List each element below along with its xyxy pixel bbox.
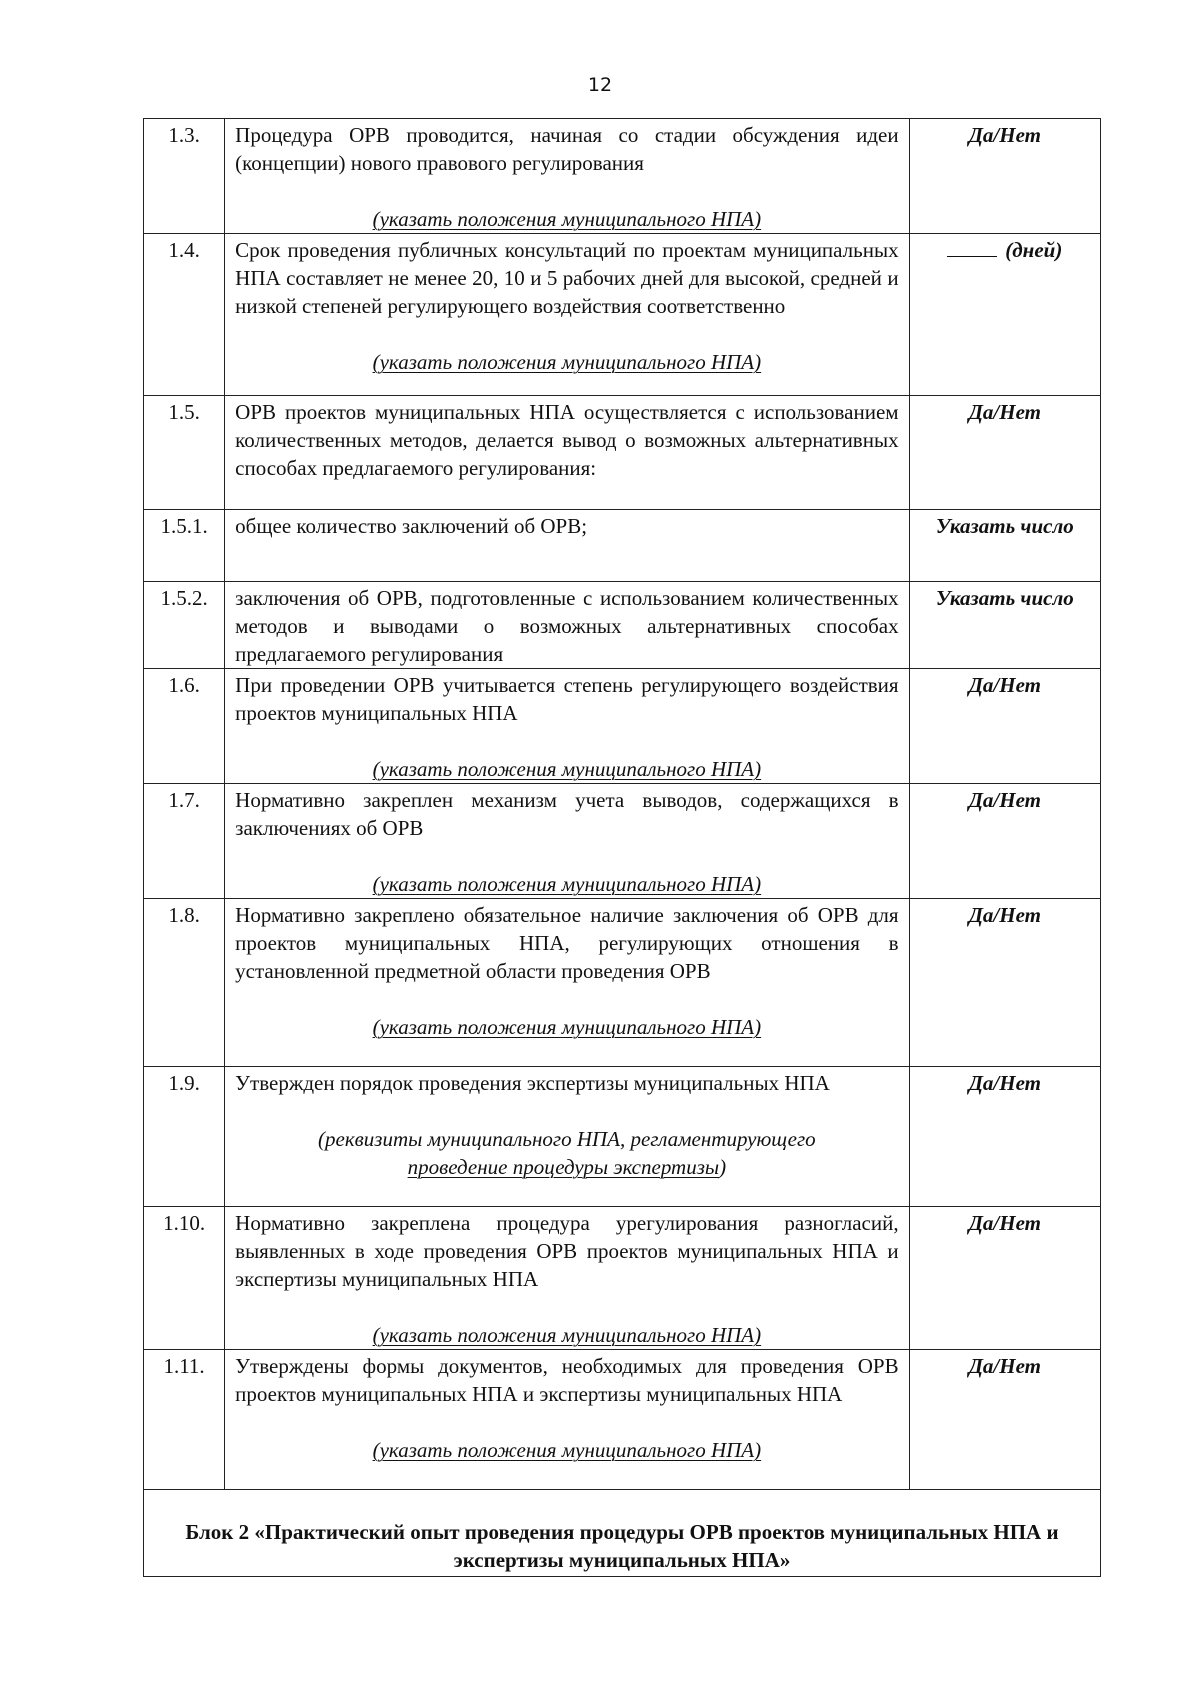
row-answer: Да/Нет bbox=[909, 1350, 1100, 1490]
block-title: Блок 2 «Практический опыт проведения процедуры ОРВ проектов муниципальных НПА и экспертизы муниципальных НПА» bbox=[144, 1490, 1101, 1577]
table-row bbox=[144, 1490, 1101, 1577]
row-number: 1.5.1. bbox=[144, 510, 225, 582]
row-text: Нормативно закреплен механизм учета выводов, содержащихся в заключениях об ОРВ bbox=[235, 788, 899, 840]
table-row bbox=[144, 1207, 1101, 1350]
page-number: 12 bbox=[587, 74, 613, 96]
row-note: (указать положения муниципального НПА) bbox=[372, 207, 762, 231]
row-answer: Указать число bbox=[909, 582, 1100, 669]
row-text: ОРВ проектов муниципальных НПА осуществляется с использованием количественных методов, делается вывод о возможных альтернативных способах предлагаемого регулирования: bbox=[235, 400, 899, 480]
row-text: Нормативно закреплено обязательное наличие заключения об ОРВ для проектов муниципальных НПА, регулирующих отношения в установленной предметной области проведения ОРВ bbox=[235, 903, 899, 983]
row-number: 1.11. bbox=[144, 1350, 225, 1490]
row-note: (указать положения муниципального НПА) bbox=[372, 757, 762, 781]
row-answer: (дней) bbox=[909, 234, 1100, 396]
row-number: 1.5. bbox=[144, 396, 225, 510]
table-row bbox=[144, 234, 1101, 396]
criteria-table bbox=[143, 118, 1101, 1577]
row-answer: Указать число bbox=[909, 510, 1100, 582]
row-answer: Да/Нет bbox=[909, 396, 1100, 510]
row-text: общее количество заключений об ОРВ; bbox=[235, 514, 588, 538]
table-row bbox=[144, 582, 1101, 669]
row-answer: Да/Нет bbox=[909, 1207, 1100, 1350]
row-answer: Да/Нет bbox=[909, 784, 1100, 899]
row-note: (указать положения муниципального НПА) bbox=[372, 350, 762, 374]
row-text: Утверждены формы документов, необходимых для проведения ОРВ проектов муниципальных НПА и экспертизы муниципальных НПА bbox=[235, 1354, 899, 1406]
row-text: Процедура ОРВ проводится, начиная со стадии обсуждения идеи (концепции) нового правового регулирования bbox=[235, 123, 899, 175]
row-note: (указать положения муниципального НПА) bbox=[372, 872, 762, 896]
row-note: (указать положения муниципального НПА) bbox=[372, 1323, 762, 1347]
blank-line bbox=[947, 236, 997, 257]
table-row bbox=[144, 396, 1101, 510]
table-row bbox=[144, 510, 1101, 582]
row-note: (реквизиты муниципального НПА, регламентирующего проведение процедуры экспертизы) bbox=[318, 1127, 816, 1179]
table-row bbox=[144, 899, 1101, 1067]
row-text: Утвержден порядок проведения экспертизы муниципальных НПА bbox=[235, 1071, 830, 1095]
table-row bbox=[144, 119, 1101, 234]
table-row bbox=[144, 669, 1101, 784]
table-row bbox=[144, 784, 1101, 899]
row-answer: Да/Нет bbox=[909, 119, 1100, 234]
row-text: заключения об ОРВ, подготовленные с использованием количественных методов и выводами о возможных альтернативных способах предлагаемого регулирования bbox=[235, 586, 899, 666]
row-number: 1.3. bbox=[144, 119, 225, 234]
row-text: При проведении ОРВ учитывается степень регулирующего воздействия проектов муниципальных НПА bbox=[235, 673, 899, 725]
row-answer: Да/Нет bbox=[909, 899, 1100, 1067]
table-row bbox=[144, 1350, 1101, 1490]
row-number: 1.6. bbox=[144, 669, 225, 784]
row-answer: Да/Нет bbox=[909, 1067, 1100, 1207]
row-number: 1.7. bbox=[144, 784, 225, 899]
row-text: Нормативно закреплена процедура урегулирования разногласий, выявленных в ходе проведения ОРВ проектов муниципальных НПА и экспертизы муниципальных НПА bbox=[235, 1211, 899, 1291]
row-text: Срок проведения публичных консультаций по проектам муниципальных НПА составляет не менее 20, 10 и 5 рабочих дней для высокой, средней и низкой степеней регулирующего воздействия соответственно bbox=[235, 238, 899, 318]
row-number: 1.4. bbox=[144, 234, 225, 396]
row-number: 1.10. bbox=[144, 1207, 225, 1350]
row-answer: Да/Нет bbox=[909, 669, 1100, 784]
row-note: (указать положения муниципального НПА) bbox=[372, 1015, 762, 1039]
row-number: 1.5.2. bbox=[144, 582, 225, 669]
row-number: 1.8. bbox=[144, 899, 225, 1067]
table-row bbox=[144, 1067, 1101, 1207]
row-number: 1.9. bbox=[144, 1067, 225, 1207]
row-note: (указать положения муниципального НПА) bbox=[372, 1438, 762, 1462]
